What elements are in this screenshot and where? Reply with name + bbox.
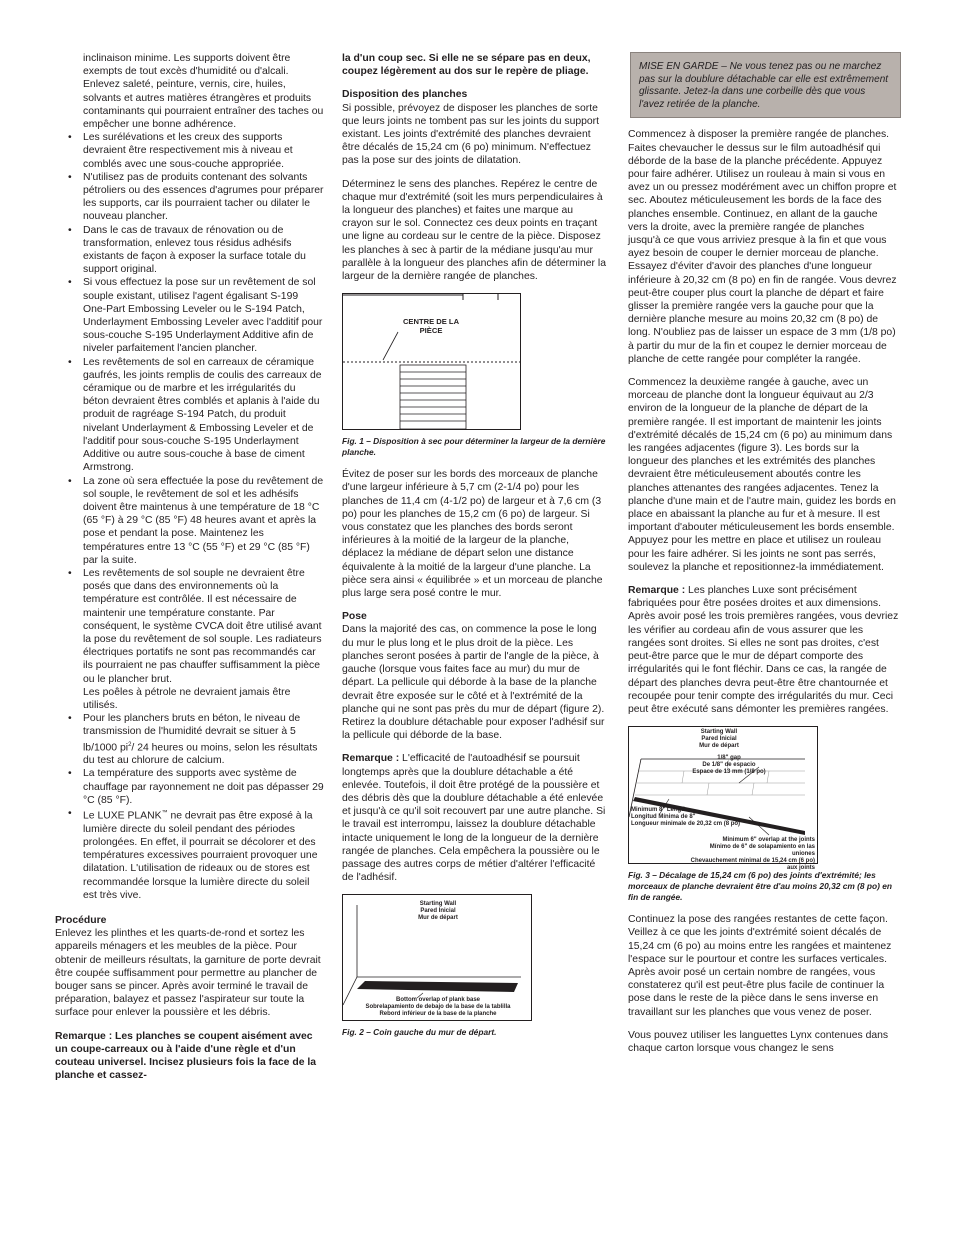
list-item [55,807,324,902]
label-line: Pared Inicial [420,908,456,915]
column-2 [342,52,607,1048]
remark-continued: la d'un coup sec. Si elle ne se sépare pas en deux, coupez légèrement au dos sur le repère de pliage. [342,53,591,78]
list-item-text: Les revêtements de sol souple ne devraient être posés que dans des environnements où la température est contrôlée. Il est nécessaire de maintenir une température constante. Par conséquent, le système CVCA doit être utilisé avant la pose du revêtement de sol souple. Les radiateurs électriques portatifs ne sont pas recommandés car ils pourraient ne pas chauffer suffisamment la pièce ou le plancher brut. [83,567,322,685]
remark-adhesive [342,752,607,884]
list-item-text: L'utilisation de rideaux ou de stores est recommandée lorsque la lumière directe du soleil est très vive. [83,863,310,901]
label-line: Longueur minimale de 20,32 cm (8 po) [631,821,741,828]
figure-1-label: CENTRE DE LA PIÈCE [402,317,460,335]
list-item-text: Pour les planchers bruts en béton, le niveau de transmission de l'humidité devrait se situer à 5 lb/1000 pi [83,713,301,754]
disposition-paragraph-2: Déterminez le sens des planches. Repérez le centre de chaque mur d'extrémité (soit les murs perpendiculaires à la longueur des planches) et faites une marque au crayon sur le sol. Connectez ces deux points en traçant une ligne au cordeau sur le centre de la pièce. Disposez les planches à sec à partir de la médiane jusqu'au mur parallèle à la longueur des planches afin de déterminer la largeur de la dernière rangée de planches. [342,178,606,283]
list-item: • La zone où sera effectuée la pose du revêtement de sol souple, le revêtement de sol et les adhésifs doivent être maintenus à une température de 18 °C (65 °F) à 29 °C (85 °F) 48 heures avant et après la pose et pendant la pose. Maintenez les températures entre 13 °C (55 °F) et 29 °C (85 °F) par la suite. [55,475,324,567]
list-item: • Les surélévations et les creux des supports devraient être respectivement mis à niveau et comblés avec une sous-couche appropriée. [55,131,324,171]
figure-3-caption: Fig. 3 – Décalage de 15,24 cm (6 po) des joints d'extrémité; les morceaux de planche devraient être d'au moins 20,32 cm (8 po) en fin de rangée. [628,870,893,903]
label-line: Mínimo de 6" de solapamiento en las uniones [709,844,815,858]
list-item: • Les revêtements de sol en carreaux de céramique gaufrés, les joints remplis de coulis des carreaux de céramique ou de marbre et les irrégularités du béton devraient êtres comblés et aplanis à l'aide du produit de ragréage S-194 Patch, du produit nivelant Underlayment & Embossing Leveler et de l'additif pour sous-couche S-195 Underlayment Additive ou autre sous-couche à base de ciment Armstrong. [55,356,324,475]
figure-3 [628,726,818,872]
remark-label: Remarque : [342,753,400,765]
label-line: Mur de départ [418,915,458,922]
figure-3-overlap-label [687,837,815,872]
warning-box: MISE EN GARDE – Ne vous tenez pas ou ne marchez pas sur la doublure détachable car elle est extrêmement glissante. Jetez-la dans une corbeille dès que vous l'avez retirée de la planche. [630,52,901,118]
list-item: • Dans le cas de travaux de rénovation ou de transformation, enlevez tous résidus adhésifs existants de façon à exposer la surface totale du support original. [55,224,324,277]
label-line: Longitud Mínima de 8" [631,814,696,821]
prep-list [55,52,324,902]
label-line: Pared Inicial [701,736,737,743]
remark-text: L'efficacité de l'autoadhésif se poursuit longtemps après que la doublure détachable a été enlevée. Toutefois, il doit être protégé de la poussière et des débris dès que la doublure détachable a été enlevée et jusqu'à ce qu'il soit recouvert par une autre planche. Si le travail est interrompu, laissez la doublure détachable intacte uniquement le long de la longueur de la dernière rangée de planches. Cela empêchera la poussière ou le passage des autres corps de métier d'altérer l'efficacité de l'adhésif. [342,753,606,884]
remark-paragraph: Remarque : Les planches se coupent aisément avec un coupe-carreaux ou à l'aide d'une règle et d'un couteau universel. Incisez plusieurs fois la face de la planche et cassez- [55,1030,317,1082]
list-item: • La température des supports avec système de chauffage par rayonnement ne doit pas dépasser 29 °C (85 °F). [55,767,324,807]
pose-paragraph: Dans la majorité des cas, on commence la pose le long du mur le plus long et le plus droit de la pièce. Les planches seront posées à partir de l'angle de la pièce, à gauche (lorsque vous faites face au mur) du mur de départ. La pellicule qui déborde à la base de la planche devrait être exposée sur le côté et à l'extrémité de la planche qui ne sont pas près du mur de départ (figure 2). Retirez la doublure détachable pour exposer l'adhésif sur la pellicule qui déborde de la base. [342,624,605,742]
label-line: Bottom overlap of plank base [395,997,480,1004]
list-item [55,567,324,712]
list-item: • Si vous effectuez la pose sur un revêtement de sol souple existant, utilisez l'agent égalisant S-199 One-Part Embossing Leveler ou le S-194 Patch, Underlayment Embossing Leveler avec l'additif pour sous-couche S-195 Underlayment Additive afin de niveler parfaitement l'ancien plancher. [55,276,324,355]
trademark: ™ [161,810,168,817]
remark-label: Remarque : [628,585,686,597]
label-line: Minimum 6" overlap at the joints [722,837,815,844]
figure-2-wall-label [383,901,493,922]
figure-2-overlap-label [353,997,523,1018]
label-line: Mur de départ [699,743,739,750]
list-item: inclinaison minime. Les supports doivent être exempts de tout excès d'humidité ou d'alcali. Enlevez saleté, peinture, vernis, cire, huiles, solvants et autres matières étrangères et produits contaminants qui pourraient entraîner des taches ou empêcher une bonne adhérence. [83,53,324,131]
label-line: Starting Wall [419,901,457,908]
figure-3-min-length-label [631,807,751,828]
figure-2 [342,894,532,1021]
label-line: Sobrelapamiento de debajo de la base de la tablilla [365,1004,511,1011]
figure-1-caption: Fig. 1 – Disposition à sec pour déterminer la largeur de la dernière planche. [342,436,606,458]
avoid-paragraph: Évitez de poser sur les bords des morceaux de planche d'une largeur inférieure à 5,7 cm (2-1/4 po) pour les planches de 11,4 cm (4-1/2 po) de largeur et à 7,6 cm (3 po) pour les planches de 15,2 cm (6 po) de largeur. Si vous constatez que les planches des bords seront inférieures à la moitié de la largeur de la planche, déplacez la médiane de départ selon une distance équivalente à la moitié de la largeur d'une planche. La pièce sera ainsi « équilibrée » et un morceau de planche plus large sera posé contre le mur. [342,469,603,600]
figure-3-wall-label [669,729,769,750]
list-item-text: Le LUXE PLANK [83,810,162,822]
disposition-heading: Disposition des planches [342,89,468,101]
figure-1-drawing [343,294,520,429]
procedure-paragraph: Enlevez les plinthes et les quarts-de-rond et sortez les appareils ménagers et les meubles de la pièce. Pour obtenir de meilleurs résultats, la garniture de porte devrait être coupée suffisamment pour permettre au plancher de bouger sans se pincer. Après avoir terminé le travail de préparation, balayez et passez l'aspirateur sur toute la surface pour enlever la poussière et les débris. [55,928,321,1019]
figure-2-caption: Fig. 2 – Coin gauche du mur de départ. [342,1027,497,1038]
label-line: Espace de 13 mm (1/8 po) [692,769,766,776]
pose-heading: Pose [342,611,367,623]
figure-3-gap-label [674,755,784,776]
list-item-text: / 24 heures ou moins, selon les résultats du test au chlorure de calcium. [83,742,318,767]
procedure-heading: Procédure [55,914,107,926]
label-line: Starting Wall [700,729,738,736]
label-line: Chevauchement minimal de 15,24 cm (6 po) aux joints [690,858,815,872]
label-line: 1/8" gap [717,755,741,762]
row-one-paragraph: Commencez à disposer la première rangée de planches. Faites chevaucher le dessus sur le film autoadhésif qui déborde de la base de la planche précédente. Appuyez pour faire adhérer. Utilisez un rouleau à main si vous en avez un ou pressez modérément avec un chiffon propre et sec. Aboutez méticuleusement les bords de la face des planches ensemble. Continuez, en allant de la gauche vers la droite, avec la première rangée de planches jusqu'à ce que vous arriviez presque à la fin et que vous ayez besoin de couper le dernier morceau de planche. Essayez d'éviter d'avoir des planches d'une longueur inférieure à 20,32 cm (8 po) en fin de rangée. Vous devrez peut-être couper plus court la planche de départ et faire glisser la première rangée vers la gauche pour que la dernière planche mesure au moins 20,32 cm (8 po) de long. N'oubliez pas de laisser un espace de 3 mm (1/8 po) à partir du mur de la fin et coupez le dernier morceau de planche de cette rangée pour compléter la rangée. [628,129,897,365]
figure-1 [342,293,521,430]
row-two-paragraph: Commencez la deuxième rangée à gauche, avec un morceau de planche dont la longueur équivaut au 2/3 environ de la longueur de la planche de départ de la première rangée. Il est important de maintenir les joints d'extrémité décalés de 15,24 cm (6 po) au minimum dans les rangées adjacentes (figure 3). Les bords sur la longueur des planches et les extrémités des planches devraient être méticuleusement aboutés contre les planches attenantes des rangées adjacentes. Tenez la planche d'une main et de l'autre main, guidez les bords en place en abaissant la planche au fur et à mesure. Il est important d'abouter méticuleusement les bords ensemble. Appuyez pour les mettre en place et utilisez un rouleau pour les faire adhérer. Si les joints ne sont pas serrés, soulevez la planche et repositionnez-la immédiatement. [628,377,896,573]
lynx-paragraph: Vous pouvez utiliser les languettes Lynx contenues dans chaque carton lorsque vous changez le sens [628,1029,889,1054]
continue-paragraph: Continuez la pose des rangées restantes de cette façon. Veillez à ce que les joints d'extrémité soient décalés de 15,24 cm (6 po) au moins entre les rangées et maintenez l'espace sur le pourtour et contre les surfaces verticales. Après avoir posé un certain nombre de rangées, vous constaterez qu'il est peut-être plus facile de continuer la pose dans le reste de la pièce dans le sens inverse en travaillant sur les planches que vous venez de poser. [628,914,892,1018]
remark-straightness [628,584,899,716]
disposition-paragraph-1: Si possible, prévoyez de disposer les planches de sorte que leurs joints ne tombent pas sur les joints du support existant. Les joints d'extrémité des planches devraient être décalés de 15,24 cm (6 po) minimum. N'effectuez pas la pose sur des joints de dilatation. [342,102,600,167]
column-3 [628,52,899,1065]
superscript: 2 [128,741,132,748]
list-item [55,712,324,767]
label-line: De 1/8" de espacio [702,762,756,769]
column-1 [55,52,324,1092]
list-item: • N'utilisez pas de produits contenant des solvants pétroliers ou des essences d'agrumes pour préparer les supports, car ils pourraient tacher ou dilater le nouveau plancher. [55,171,324,224]
label-line: Rebord inférieur de la base de la planche [379,1011,497,1018]
list-item-text: ne devrait pas être exposé à la lumière directe du soleil pendant des périodes prolongées. En effet, il pourrait se décolorer et des températures excessives pourraient provoquer une dilatation. [83,810,318,875]
label-line: Minimum 8" Length [631,807,687,814]
list-item-text: Les poêles à pétrole ne devraient jamais être utilisés. [83,686,291,711]
remark-text: Les planches Luxe sont précisément fabriquées pour être posées droites et aux dimensions. Après avoir posé les trois premières rangées, vous devriez les vérifier au cordeau afin de vous assurer que les rangées sont droites. Si elles ne sont pas droites, c'est peut-être parce que le mur de départ comporte des irrégularités qui le font fléchir. Dans ce cas, la rangée de départ des planches devra peut-être être chantournée et recoupée pour tenir compte des irrégularités du mur. Ceci peut être exécuté sans démonter les premières rangées. [628,585,899,715]
